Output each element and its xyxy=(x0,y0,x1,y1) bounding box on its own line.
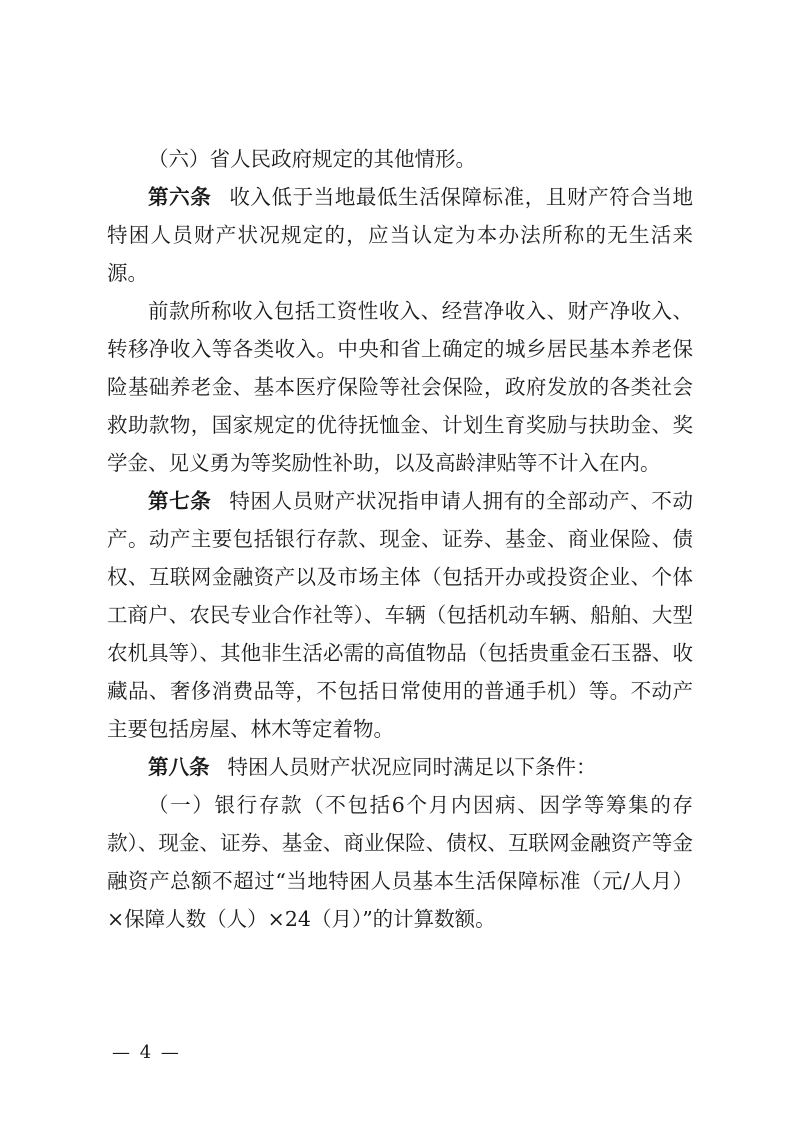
paragraph-text: 收入低于当地最低生活保障标准，且财产符合当地特困人员财产状况规定的，应当认定为本办法所称的无生活来源。 xyxy=(107,185,693,285)
article-title: 第七条 xyxy=(148,489,212,513)
paragraph-text: 前款所称收入包括工资性收入、经营净收入、财产净收入、转移净收入等各类收入。中央和省上确定的城乡居民基本养老保险基础养老金、基本医疗保险等社会保险，政府发放的各类社会救助款物，国家规定的优待抚恤金、计划生育奖励与扶助金、奖学金、见义勇为等奖励性补助，以及高龄津贴等不计入在内。 xyxy=(107,299,693,475)
paragraph-article-6 xyxy=(107,178,693,292)
document-body xyxy=(107,140,693,938)
article-title: 第六条 xyxy=(148,185,212,209)
paragraph-text: 特困人员财产状况应同时满足以下条件： xyxy=(227,755,597,779)
page-number: — 4 — xyxy=(112,1042,181,1063)
paragraph-article-7 xyxy=(107,482,693,748)
paragraph-item-6 xyxy=(107,140,693,178)
paragraph-item-1 xyxy=(107,786,693,938)
article-title: 第八条 xyxy=(148,755,210,779)
paragraph-text: （一）银行存款（不包括6个月内因病、因学等筹集的存款）、现金、证券、基金、商业保险、债权、互联网金融资产等金融资产总额不超过“当地特困人员基本生活保障标准（元/人月）×保障人数（人）×24（月）”的计算数额。 xyxy=(107,793,693,931)
paragraph-article-8 xyxy=(107,748,693,786)
paragraph-text: （六）省人民政府规定的其他情形。 xyxy=(148,147,476,171)
paragraph-text: 特困人员财产状况指申请人拥有的全部动产、不动产。动产主要包括银行存款、现金、证券、基金、商业保险、债权、互联网金融资产以及市场主体（包括开办或投资企业、个体工商户、农民专业合作社等）、车辆（包括机动车辆、船舶、大型农机具等）、其他非生活必需的高值物品（包括贵重金石玉器、收藏品、奢侈消费品等，不包括日常使用的普通手机）等。不动产主要包括房屋、林木等定着物。 xyxy=(107,489,693,741)
paragraph-income-definition xyxy=(107,292,693,482)
